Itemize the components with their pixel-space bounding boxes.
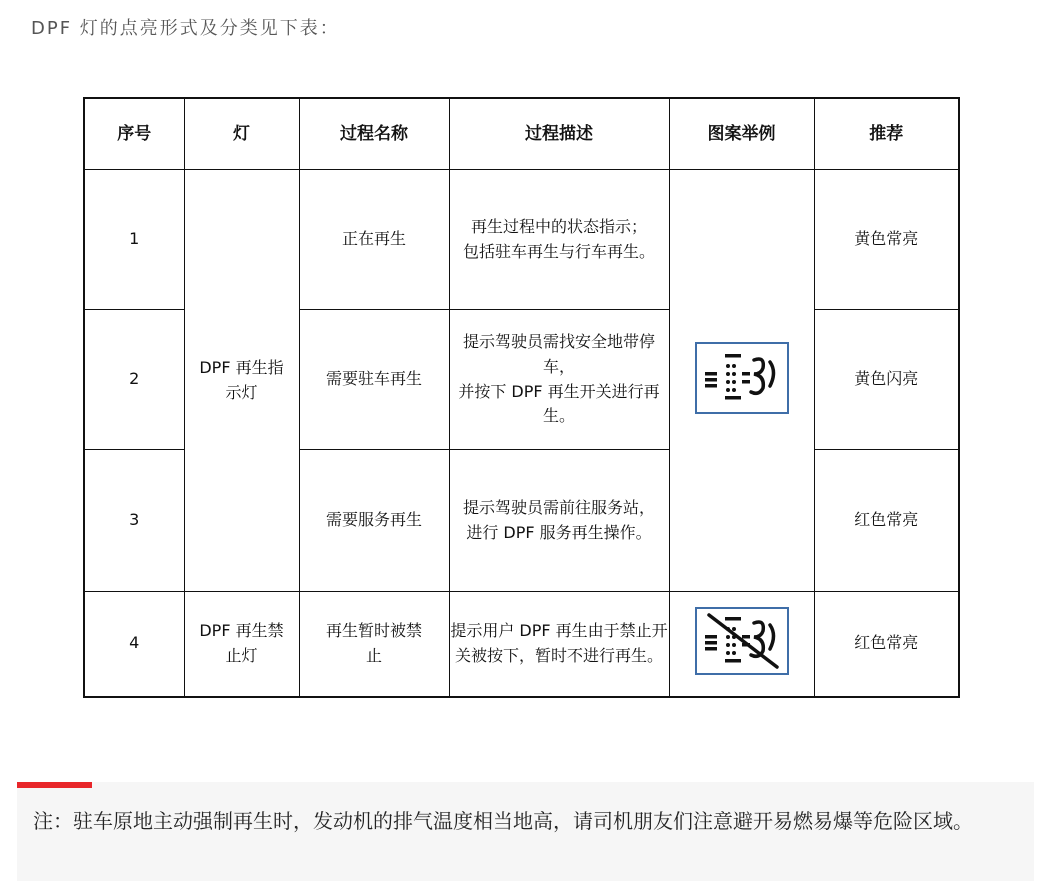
cell-desc [449,170,669,310]
cell-icon-regeneration [669,170,814,592]
header-icon-example: 图案举例 [669,98,814,170]
table-header-row [84,98,959,170]
header-process-name: 过程名称 [299,98,449,170]
note-text: 注：驻车原地主动强制再生时，发动机的排气温度相当地高，请司机朋友们注意避开易燃易爆等危险区域。 [33,809,973,833]
cell-desc [449,450,669,592]
cell-lamp-inhibit [184,592,299,697]
header-process-desc: 过程描述 [449,98,669,170]
dpf-regeneration-icon [695,342,789,414]
table-row [84,170,959,310]
cell-recommend: 黄色闪亮 [814,310,959,450]
warning-note [17,782,1034,881]
cell-icon-inhibit [669,592,814,697]
cell-lamp-regeneration [184,170,299,592]
cell-recommend: 黄色常亮 [814,170,959,310]
lamp-label: DPF 再生指示灯 [199,357,284,402]
cell-desc [449,592,669,697]
cell-process: 正在再生 [299,170,449,310]
process-label: 需要服务再生 [325,510,422,530]
desc-line: 并按下 DPF 再生开关进行再生。 [458,381,660,426]
cell-recommend: 红色常亮 [814,450,959,592]
process-label: 需要驻车再生 [325,369,422,389]
header-no: 序号 [84,98,184,170]
header-lamp: 灯 [184,98,299,170]
note-accent-bar [17,782,92,788]
desc-line: 再生过程中的状态指示； [470,216,647,236]
dpf-lamp-table [83,97,960,698]
cell-desc [449,310,669,450]
desc-line: 提示驾驶员需找安全地带停车， [462,331,655,376]
desc-line: 包括驻车再生与行车再生。 [462,241,655,261]
cell-recommend: 红色常亮 [814,592,959,697]
dpf-regeneration-inhibit-icon [695,607,789,675]
intro-text: DPF 灯的点亮形式及分类见下表： [31,18,340,39]
header-recommend: 推荐 [814,98,959,170]
process-label: 再生暂时被禁止 [325,620,422,665]
desc-line: 提示驾驶员需前往服务站， [462,497,655,517]
cell-process [299,310,449,450]
table-row [84,592,959,697]
cell-no: 1 [84,170,184,310]
desc-line: 进行 DPF 服务再生操作。 [466,522,652,542]
cell-process [299,592,449,697]
cell-no: 2 [84,310,184,450]
lamp-label: DPF 再生禁止灯 [199,620,284,665]
cell-process [299,450,449,592]
desc-line: 提示用户 DPF 再生由于禁止开关被按下，暂时不进行再生。 [450,620,668,665]
cell-no: 3 [84,450,184,592]
cell-no: 4 [84,592,184,697]
